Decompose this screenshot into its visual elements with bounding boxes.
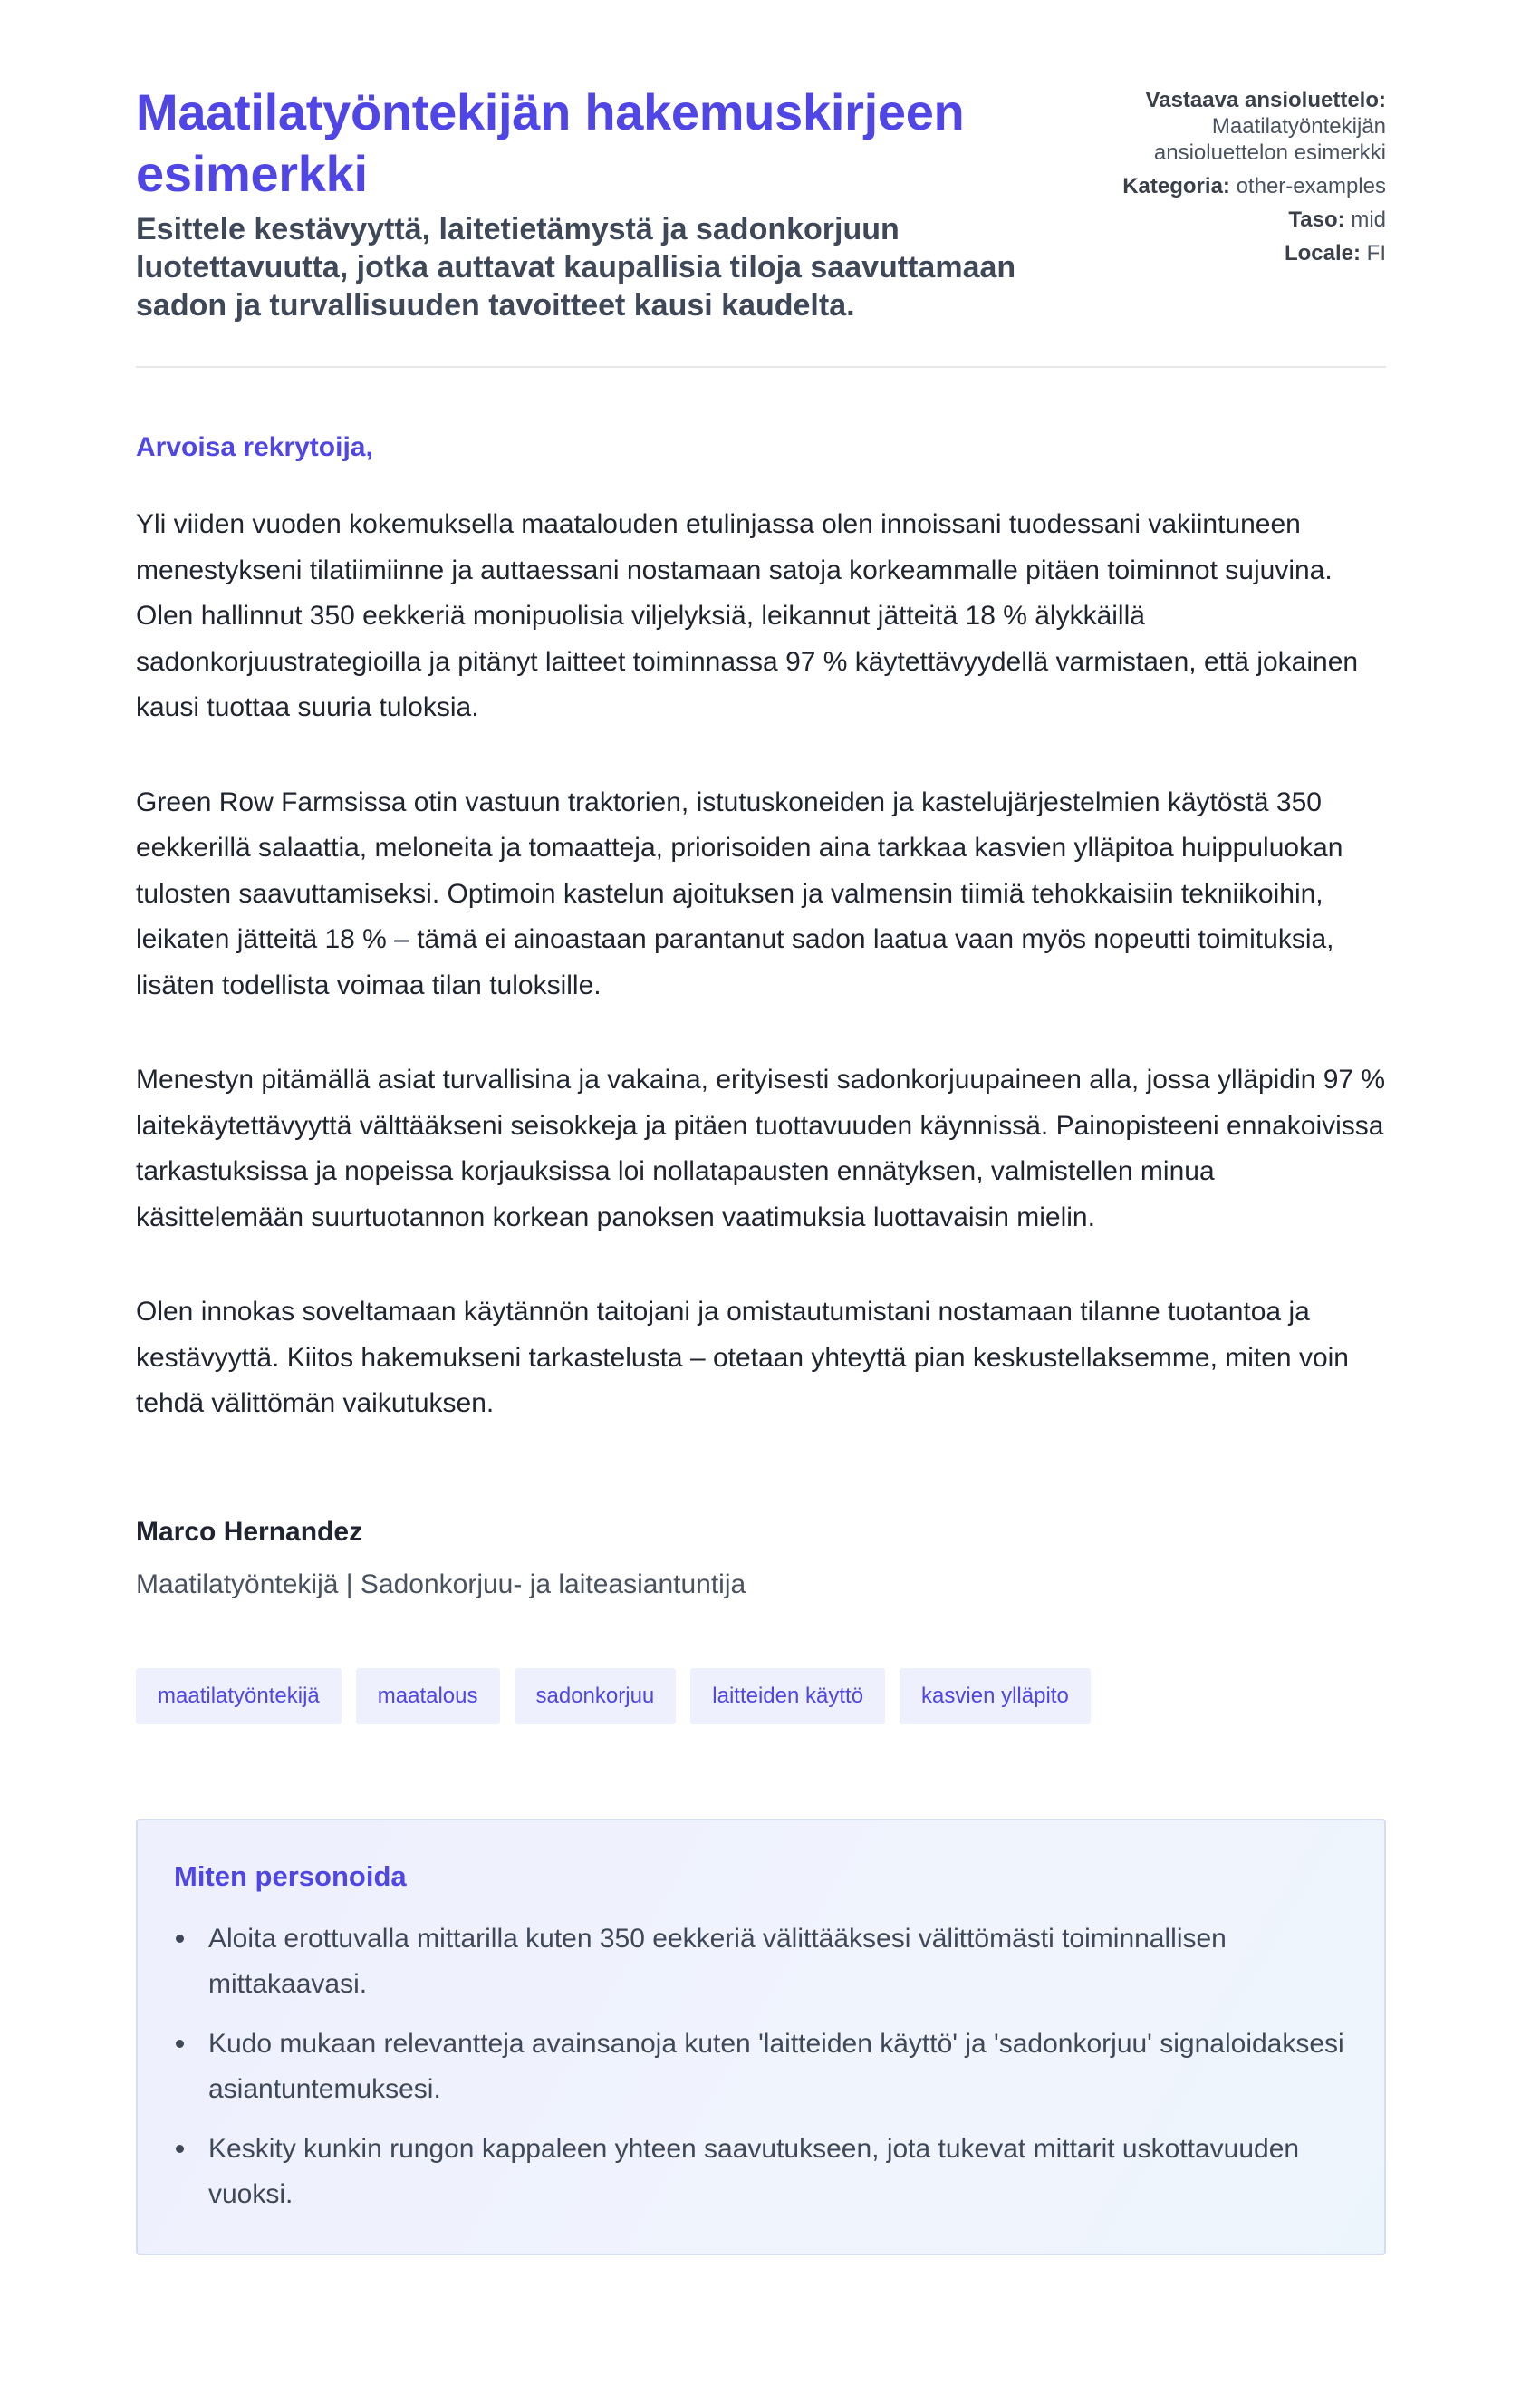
tips-list-item [208,1916,1348,2007]
tips-list-item [208,2127,1348,2217]
letter-greeting: Arvoisa rekrytoija, [136,432,373,462]
meta-resume-value: Maatilatyöntekijän ansioluettelon esimerkki [1153,114,1386,165]
tips-title: Miten personoida [174,1859,407,1892]
meta-locale-label: Locale: [1284,241,1361,265]
letter-paragraph-3: Menestyn pitämällä asiat turvallisina ja vakaina, erityisesti sadonkorjuupaineen alla, jossa ylläpidin 97 % laitekäytettävyyttä välttääkseni seisokkeja ja pitäen tuottavuuden käynnissä. Painopisteeni ennakoivissa tarkastuksissa ja nopeissa korjauksissa loi nollatapausten ennätyksen, valmistellen minua käsittelemään suurtuotannon korkean panoksen vaatimuksia luottavaisin mielin. [136,1065,1386,1232]
meta-category-label: Kategoria: [1122,174,1230,198]
letter-paragraph-1: Yli viiden vuoden kokemuksella maatalouden etulinjassa olen innoissani tuodessani vakiintuneen menestykseni tilatiimiinne ja auttaessani nostamaan satoja korkeammalle pitäen toiminnot sujuvina. Olen hallinnut 350 eekkeriä monipuolisia viljelyksiä, leikannut jätteitä 18 % älykkäillä sadonkorjuustrategioilla ja pitänyt laitteet toiminnassa 97 % käytettävyydellä varmistaen, että jokainen kausi tuottaa suuria tuloksia. [136,509,1359,722]
signature-name: Marco Hernandez [136,1516,363,1547]
meta-level-label: Taso: [1288,208,1345,232]
tag-harvest[interactable]: sadonkorjuu [515,1668,677,1724]
tips-item-text: Keskity kunkin rungon kappaleen yhteen saavutukseen, jota tukevat mittarit uskottavuuden vuoksi. [208,2133,1300,2209]
tips-item-text: Aloita erottuvalla mittarilla kuten 350 eekkeriä välittääksesi välittömästi toiminnallisen mittakaavasi. [208,1923,1227,1999]
tips-list-item [208,2022,1348,2112]
personalization-tips-box [136,1819,1386,2255]
tips-item-text: Kudo mukaan relevantteja avainsanoja kuten 'laitteiden käyttö' ja 'sadonkorjuu' signaloidaksesi asiantuntemuksesi. [208,2028,1344,2104]
header-left [136,82,1087,324]
meta-locale [1114,240,1386,266]
meta-level [1114,207,1386,233]
meta-category [1114,173,1386,199]
letter-paragraph-2: Green Row Farmsissa otin vastuun traktorien, istutuskoneiden ja kastelujärjestelmien käytöstä 350 eekkerillä salaattia, meloneita ja tomaatteja, priorisoiden aina tarkkaa kasvien ylläpitoa huippuluokan tulosten saavuttamiseksi. Optimoin kastelun ajoituksen ja valmensin tiimiä tehokkaisiin tekniikoihin, leikaten jätteitä 18 % – tämä ei ainoastaan parantanut sadon laatua vaan myös nopeutti toimituksia, lisäten todellista voimaa tilan tuloksille. [136,787,1343,1000]
signature-title: Maatilatyöntekijä | Sadonkorjuu- ja laiteasiantuntija [136,1569,746,1599]
tag-list [136,1668,1386,1724]
tag-agriculture[interactable]: maatalous [356,1668,500,1724]
bullet-icon [176,1935,184,1943]
header [136,82,1386,324]
bullet-icon [176,2040,184,2048]
bullet-icon [176,2145,184,2153]
letter-paragraph-4: Olen innokas soveltamaan käytännön taitojani ja omistautumistani nostamaan tilanne tuotantoa ja kestävyyttä. Kiitos hakemukseni tarkastelusta – otetaan yhteyttä pian keskustellaksemme, miten voin tehdä välittömän vaikutuksen. [136,1297,1349,1418]
meta-resume-label: Vastaava ansioluettelo: [1145,88,1386,112]
meta-panel [1114,87,1386,274]
page-title: Maatilatyöntekijän hakemuskirjeen esimerkki [136,83,965,202]
header-divider [136,366,1386,368]
tag-crop-maintenance[interactable]: kasvien ylläpito [900,1668,1091,1724]
tips-list [174,1916,1348,2217]
tag-farmworker[interactable]: maatilatyöntekijä [136,1668,342,1724]
tag-equipment-operation[interactable]: laitteiden käyttö [690,1668,885,1724]
content [136,82,1386,2255]
meta-resume [1114,87,1386,166]
meta-level-value: mid [1351,208,1386,232]
meta-locale-value: FI [1366,241,1386,265]
meta-category-value: other-examples [1236,174,1386,198]
page-subtitle: Esittele kestävyyttä, laitetietämystä ja sadonkorjuun luotettavuutta, jotka auttavat kaupallisia tiloja saavuttamaan sadon ja turvallisuuden tavoitteet kausi kaudelta. [136,212,1016,323]
